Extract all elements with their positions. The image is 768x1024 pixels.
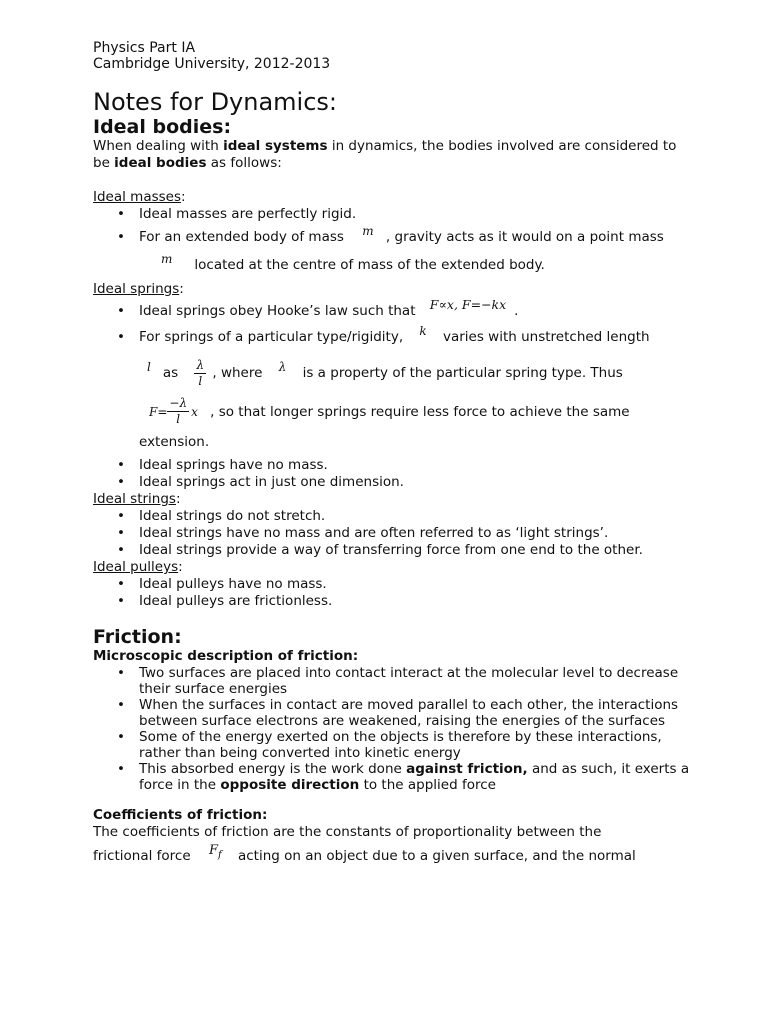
list-item: • This absorbed energy is the work done against friction, and as such, it exerts a force in the opposite direction to the applied force: [93, 761, 693, 793]
list-item: • Ideal strings provide a way of transferring force from one end to the other.: [93, 542, 693, 559]
ideal-pulleys-label: Ideal pulleys:: [93, 559, 183, 575]
friction-list: [93, 665, 693, 793]
list-item: • For springs of a particular type/rigidity, k varies with unstretched length l as $\frac{\lambda}{l}$ , where λ is a property of the particular spring type. Thus F= $\frac{-\lambda}{l}$ x , so that longer springs require less force to achieve the same extension.: [93, 324, 693, 457]
list-item: • Ideal pulleys have no mass.: [93, 576, 693, 593]
section-heading-ideal-bodies: Ideal bodies:: [93, 116, 232, 138]
header-university: Cambridge University, 2012-2013: [93, 56, 331, 72]
list-item: • Ideal pulleys are frictionless.: [93, 593, 693, 610]
ideal-masses-list: [93, 206, 693, 279]
document-page: [93, 40, 693, 871]
subheading-microscopic: Microscopic description of friction:: [93, 648, 359, 664]
subheading-coefficients: Coefficients of friction:: [93, 807, 268, 823]
list-item: • Two surfaces are placed into contact interact at the molecular level to decrease their surface energies: [93, 665, 693, 697]
page-title: Notes for Dynamics:: [93, 88, 338, 116]
ideal-springs-list: [93, 298, 693, 491]
ideal-strings-label: Ideal strings:: [93, 491, 181, 507]
list-item: • For an extended body of mass m , gravity acts as it would on a point mass m located at the centre of mass of the extended body.: [93, 223, 693, 279]
ideal-intro: When dealing with ideal systems in dynamics, the bodies involved are considered to be ideal bodies as follows:: [93, 138, 677, 171]
section-heading-friction: Friction:: [93, 626, 182, 648]
ideal-springs-label: Ideal springs:: [93, 281, 184, 297]
header-course: Physics Part IA: [93, 40, 196, 56]
list-item: • Some of the energy exerted on the objects is therefore by these interactions, rather than being converted into kinetic energy: [93, 729, 693, 761]
ideal-strings-list: [93, 508, 693, 559]
list-item: • Ideal strings do not stretch.: [93, 508, 693, 525]
list-item: • When the surfaces in contact are moved parallel to each other, the interactions between surface electrons are weakened, raising the energies of the surfaces: [93, 697, 693, 729]
spring-formula: F= $\frac{-\lambda}{l}$ x: [149, 396, 198, 426]
ideal-masses-label: Ideal masses:: [93, 189, 186, 205]
list-item: • Ideal springs act in just one dimension.: [93, 474, 693, 491]
list-item: • Ideal masses are perfectly rigid.: [93, 206, 693, 223]
coefficients-text: The coefficients of friction are the constants of proportionality between the frictional force $F_f$ acting on an object due to a given surface, and the normal: [93, 824, 636, 864]
list-item: • Ideal strings have no mass and are often referred to as ‘light strings’.: [93, 525, 693, 542]
ideal-pulleys-list: [93, 576, 693, 610]
list-item: • Ideal springs have no mass.: [93, 457, 693, 474]
list-item: • Ideal springs obey Hooke’s law such that F∝x, F=−kx .: [93, 298, 693, 324]
